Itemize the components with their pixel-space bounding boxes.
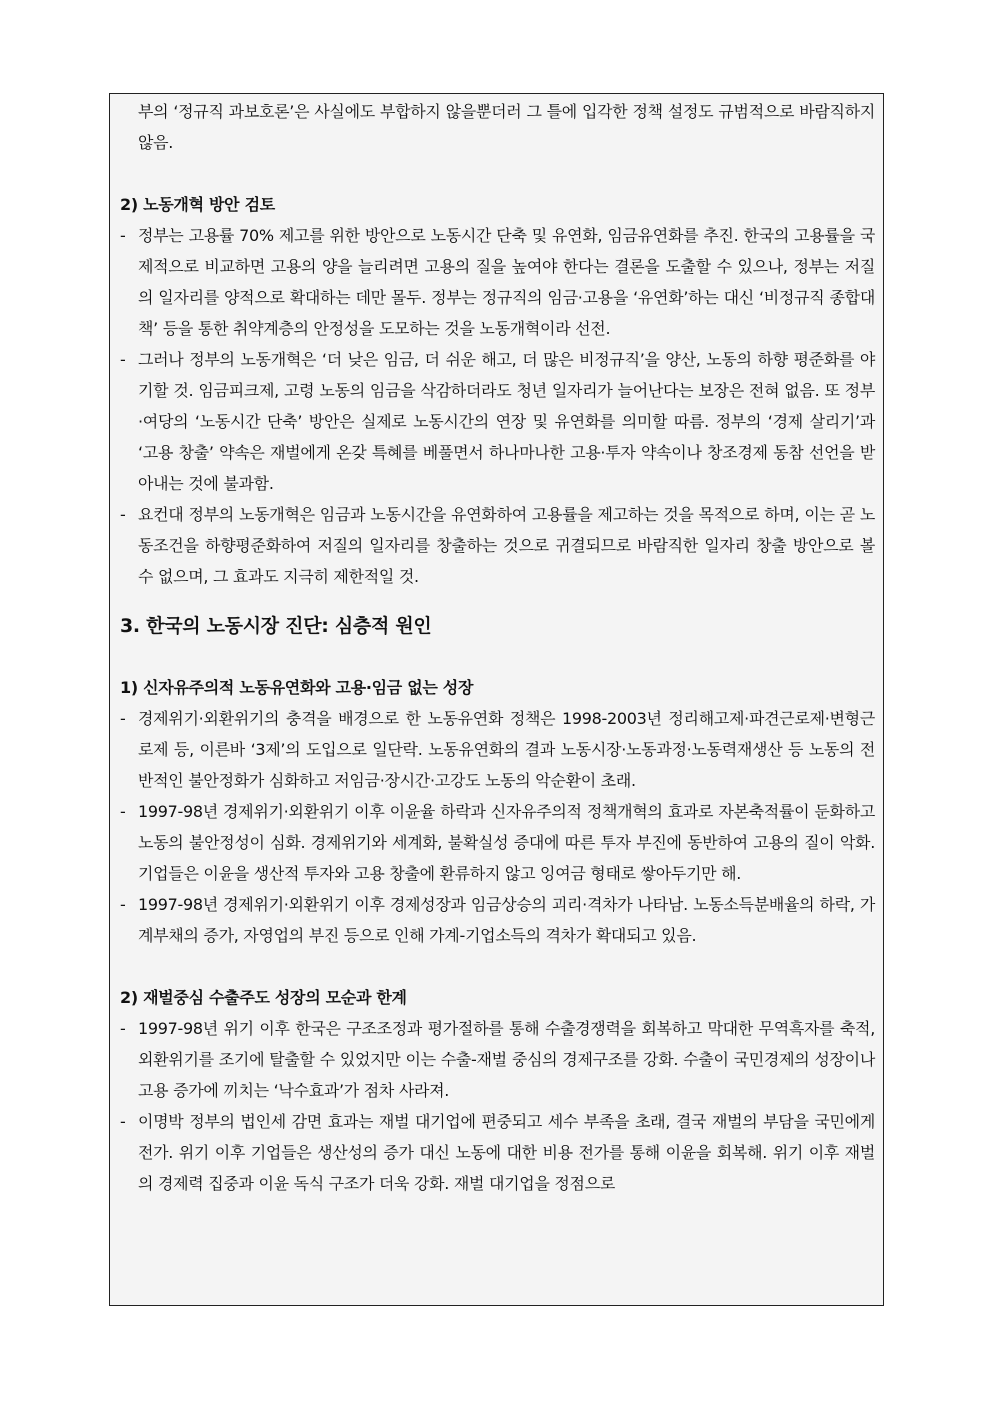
list-item-text: 요컨대 정부의 노동개혁은 임금과 노동시간을 유연화하여 고용률을 제고하는 것을 목적으로 하며, 이는 곧 노동조건을 하향평준화하여 저질의 일자리를 창출하는 것으로 귀결되므로 바람직한 일자리 창출 방안으로 볼 수 없으며, 그 효과도 지극히 제한적일 것.	[138, 505, 875, 586]
list-item	[120, 220, 875, 344]
spacer	[120, 642, 875, 672]
dash-bullet: -	[120, 1019, 126, 1038]
list-item-text: 그러나 정부의 노동개혁은 ‘더 낮은 임금, 더 쉬운 해고, 더 많은 비정규직’을 양산, 노동의 하향 평준화를 야기할 것. 임금피크제, 고령 노동의 임금을 삭감하더라도 청년 일자리가 늘어난다는 보장은 전혀 없음. 또 정부·여당의 ‘노동시간 단축’ 방안은 실제로 노동시간의 연장 및 유연화를 의미할 따름. 정부의 ‘경제 살리기’과 ‘고용 창출’ 약속은 재벌에게 온갖 특혜를 베풀면서 하나마나한 고용·투자 약속이나 창조경제 동참 선언을 받아내는 것에 불과함.	[138, 350, 875, 493]
list-item-text: 이명박 정부의 법인세 감면 효과는 재벌 대기업에 편중되고 세수 부족을 초래, 결국 재벌의 부담을 국민에게 전가. 위기 이후 기업들은 생산성의 증가 대신 노동에 대한 비용 전가를 통해 이윤을 회복해. 위기 이후 재벌의 경제력 집중과 이윤 독식 구조가 더욱 강화. 재벌 대기업을 정점으로	[138, 1112, 875, 1193]
dash-bullet: -	[120, 350, 126, 369]
subsection-heading: 1) 신자유주의적 노동유연화와 고용·임금 없는 성장	[120, 678, 474, 697]
list-item	[120, 499, 875, 592]
list-item	[120, 344, 875, 499]
spacer	[120, 951, 875, 982]
list-item-text: 경제위기·외환위기의 충격을 배경으로 한 노동유연화 정책은 1998-2003년 정리해고제·파견근로제·변형근로제 등, 이른바 ‘3제’의 도입으로 일단락. 노동유연화의 결과 노동시장·노동과정·노동력재생산 등 노동의 전반적인 불안정화가 심화하고 저임금·장시간·고강도 노동의 악순환이 초래.	[138, 709, 875, 790]
dash-bullet: -	[120, 895, 126, 914]
list-item-text: 1997-98년 위기 이후 한국은 구조조정과 평가절하를 통해 수출경쟁력을 회복하고 막대한 무역흑자를 축적, 외환위기를 조기에 탈출할 수 있었지만 이는 수출-재벌 중심의 경제구조를 강화. 수출이 국민경제의 성장이나 고용 증가에 끼치는 ‘낙수효과’가 점차 사라져.	[138, 1019, 875, 1100]
dash-bullet: -	[120, 505, 126, 524]
list-item	[120, 796, 875, 889]
dash-bullet: -	[120, 1112, 126, 1131]
list-item	[120, 1106, 875, 1199]
document-content	[120, 94, 875, 1199]
subsection-heading: 2) 노동개혁 방안 검토	[120, 195, 275, 214]
list-item-text: 정부는 고용률 70% 제고를 위한 방안으로 노동시간 단축 및 유연화, 임금유연화를 추진. 한국의 고용률을 국제적으로 비교하면 고용의 양을 늘리려면 고용의 질을 높여야 한다는 결론을 도출할 수 있으나, 정부는 저질의 일자리를 양적으로 확대하는 데만 몰두. 정부는 정규직의 임금·고용을 ‘유연화’하는 대신 ‘비정규직 종합대책’ 등을 통한 취약계층의 안정성을 도모하는 것을 노동개혁이라 선전.	[138, 226, 875, 338]
list-item-text: 1997-98년 경제위기·외환위기 이후 이윤율 하락과 신자유주의적 정책개혁의 효과로 자본축적률이 둔화하고 노동의 불안정성이 심화. 경제위기와 세계화, 불확실성 증대에 따른 투자 부진에 동반하여 고용의 질이 악화. 기업들은 이윤을 생산적 투자와 고용 창출에 환류하지 않고 잉여금 형태로 쌓아두기만 해.	[138, 802, 875, 883]
document-box	[109, 93, 884, 1306]
spacer	[120, 158, 875, 189]
dash-bullet: -	[120, 709, 126, 728]
section-heading: 3. 한국의 노동시장 진단: 심층적 원인	[120, 615, 432, 637]
spacer	[120, 592, 875, 610]
list-item	[120, 889, 875, 951]
list-item	[120, 703, 875, 796]
subsection-heading: 2) 재벌중심 수출주도 성장의 모순과 한계	[120, 988, 407, 1007]
dash-bullet: -	[120, 226, 126, 245]
dash-bullet: -	[120, 802, 126, 821]
list-item-text: 1997-98년 경제위기·외환위기 이후 경제성장과 임금상승의 괴리·격차가 나타남. 노동소득분배율의 하락, 가계부채의 증가, 자영업의 부진 등으로 인해 가계-기업소득의 격차가 확대되고 있음.	[138, 895, 875, 945]
intro-paragraph: 부의 ‘정규직 과보호론’은 사실에도 부합하지 않을뿐더러 그 틀에 입각한 정책 설정도 규범적으로 바람직하지 않음.	[138, 102, 875, 152]
list-item	[120, 1013, 875, 1106]
